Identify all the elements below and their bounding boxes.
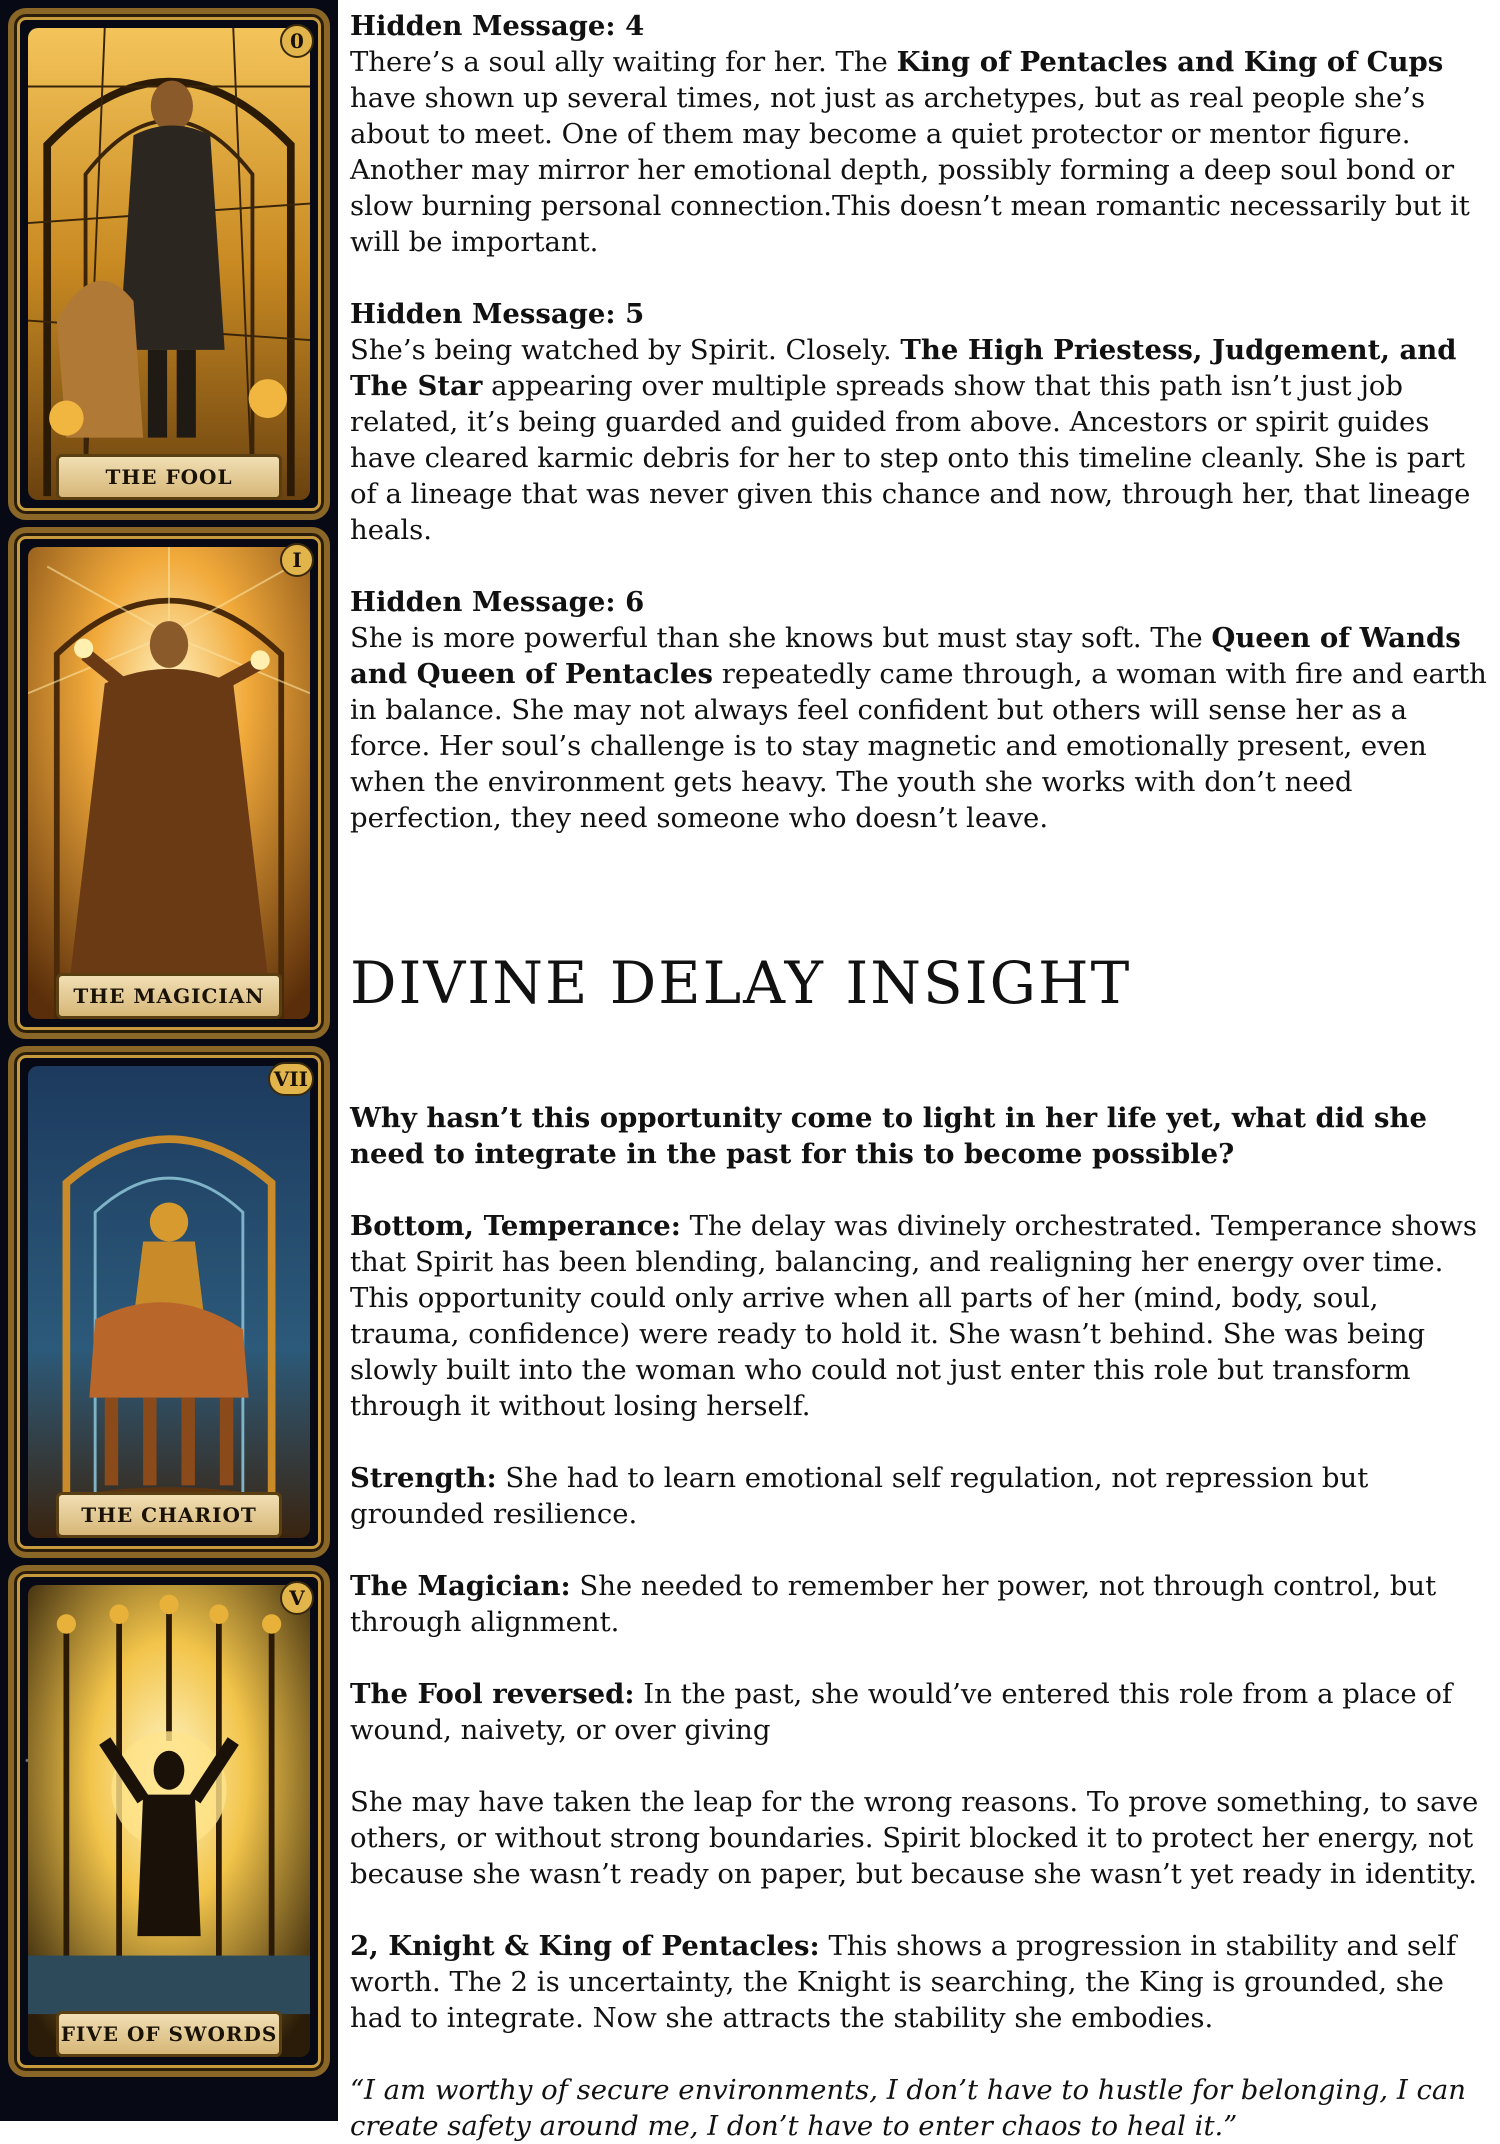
tarot-card-fool <box>8 8 330 520</box>
card-numeral: I <box>280 543 314 577</box>
card-art <box>28 1066 310 1538</box>
card-sidebar <box>0 0 338 2121</box>
card-name-banner: THE MAGICIAN <box>56 973 282 1019</box>
card-name-banner: FIVE OF SWORDS <box>56 2011 282 2057</box>
card-name-banner: THE FOOL <box>56 454 282 500</box>
insight-item-strength: Strength: She had to learn emotional self regulation, not repression but grounded resilience. <box>350 1462 1369 1530</box>
card-name-banner: THE CHARIOT <box>56 1492 282 1538</box>
card-numeral: V <box>280 1581 314 1615</box>
message-body: She’s being watched by Spirit. Closely. The High Priestess, Judgement, and The Star appearing over multiple spreads show that this path isn’t just job related, it’s being guarded and guided from above. Ancestors or spirit guides have cleared karmic debris for her to step onto this timeline cleanly. She is part of a lineage that was never given this chance and now, through her, that lineage heals. <box>350 334 1471 546</box>
insight-paragraph: She may have taken the leap for the wrong reasons. To prove something, to save others, or without strong boundaries. Spirit blocked it to protect her energy, not because she wasn’t ready on paper, but because she wasn’t yet ready in identity. <box>350 1786 1479 1890</box>
message-body: There’s a soul ally waiting for her. The King of Pentacles and King of Cups have shown up several times, not just as archetypes, but as real people she’s about to meet. One of them may become a quiet protector or mentor figure. Another may mirror her emotional depth, possibly forming a deep soul bond or slow burning personal connection.This doesn’t mean romantic necessarily but it will be important. <box>350 46 1470 258</box>
tarot-card-magician <box>8 527 330 1039</box>
affirmation: “I am worthy of secure environments, I don’t have to hustle for belonging, I can create safety around me, I don’t have to enter chaos to heal it.” <box>350 2074 1467 2142</box>
message-body: She is more powerful than she knows but must stay soft. The Queen of Wands and Queen of Pentacles repeatedly came through, a woman with fire and earth in balance. She may not always feel confident but others will sense her as a force. Her soul’s challenge is to stay magnetic and emotionally present, even when the environment gets heavy. The youth she works with don’t need perfection, they need someone who doesn’t leave. <box>350 622 1487 834</box>
insight-item-temperance: Bottom, Temperance: The delay was divinely orchestrated. Temperance shows that Spirit has been blending, balancing, and realigning her energy over time. This opportunity could only arrive when all parts of her (mind, body, soul, trauma, confidence) were ready to hold it. She wasn’t behind. She was being slowly built into the woman who could not just enter this role but transform through it without losing herself. <box>350 1210 1477 1422</box>
section-heading: DIVINE DELAY INSIGHT <box>350 949 1132 1017</box>
hidden-message-5 <box>350 296 1490 548</box>
tarot-card-five-of-swords <box>8 1565 330 2077</box>
message-title: Hidden Message: 6 <box>350 586 645 618</box>
insight-item-magician: The Magician: She needed to remember her power, not through control, but through alignment. <box>350 1570 1437 1638</box>
card-art <box>28 547 310 1019</box>
insight-item-fool-reversed: The Fool reversed: In the past, she would’ve entered this role from a place of wound, naivety, or over giving <box>350 1678 1453 1746</box>
hidden-message-6 <box>350 584 1490 836</box>
main-content <box>350 8 1490 2144</box>
message-title: Hidden Message: 4 <box>350 10 645 42</box>
card-numeral: VII <box>268 1062 314 1096</box>
card-art <box>28 28 310 500</box>
insight-question: Why hasn’t this opportunity come to light in her life yet, what did she need to integrate in the past for this to become possible? <box>350 1102 1427 1170</box>
message-title: Hidden Message: 5 <box>350 298 645 330</box>
tarot-card-chariot <box>8 1046 330 1558</box>
card-art <box>28 1585 310 2057</box>
insight-item-pentacles: 2, Knight & King of Pentacles: This shows a progression in stability and self worth. The 2 is uncertainty, the Knight is searching, the King is grounded, she had to integrate. Now she attracts the stability she embodies. <box>350 1930 1457 2034</box>
card-numeral: 0 <box>280 24 314 58</box>
hidden-message-4 <box>350 8 1490 260</box>
